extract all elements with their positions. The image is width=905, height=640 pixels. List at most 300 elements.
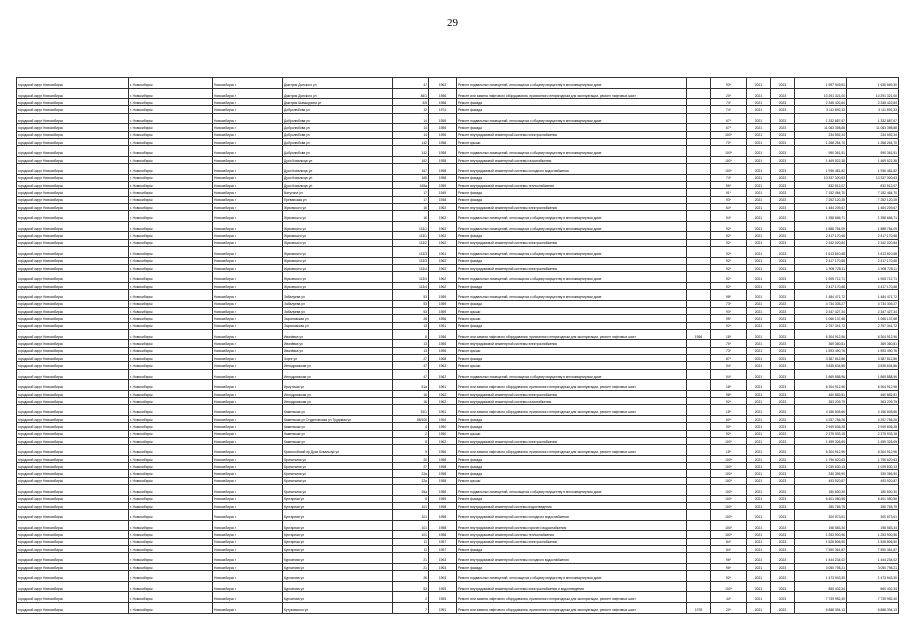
locality-cell: Новосибирск г <box>213 581 283 592</box>
cost-cell: 1 332 887,67 <box>795 113 847 124</box>
start-year-cell: 2021 <box>747 131 771 138</box>
end-year-cell: 2023 <box>771 390 795 397</box>
lift-year-cell <box>687 445 711 456</box>
end-year-cell: 2023 <box>771 545 795 552</box>
street-cell: Жуковского ул <box>283 257 393 264</box>
work-type-cell: Ремонт фасада <box>457 455 687 462</box>
build-year-cell: 1959 <box>429 307 457 314</box>
wear-cell: 60* <box>711 416 747 423</box>
lift-year-cell <box>687 380 711 391</box>
cost-cell: 1 358 666,71 <box>795 211 847 222</box>
start-year-cell: 2021 <box>747 272 771 283</box>
work-type-cell: Ремонт внутридомовой инженерной системы холодного водоснабжения <box>457 553 687 564</box>
work-type-cell: Ремонт подвальных помещений, относящихся к общему имуществу в многоквартирном доме <box>457 78 687 89</box>
cost-cell: 7 590 361,87 <box>795 545 847 552</box>
municipality-cell: городской округ Новосибирск <box>17 106 129 113</box>
end-year-cell: 2023 <box>771 300 795 307</box>
start-year-cell: 2021 <box>747 571 771 582</box>
locality-cell: Новосибирск г <box>213 282 283 289</box>
locality-cell: Новосибирск г <box>213 502 283 509</box>
cost-cell: 3 050 798,21 <box>795 563 847 570</box>
build-year-cell: 1950 <box>429 430 457 437</box>
cost-cell: 1 444 234,02 <box>795 553 847 564</box>
municipality-cell: городской округ Новосибирск <box>17 146 129 157</box>
table-row <box>17 416 899 423</box>
lift-year-cell <box>687 477 711 484</box>
municipality-cell: городской округ Новосибирск <box>17 445 129 456</box>
wear-cell: 100* <box>711 164 747 175</box>
work-type-cell: Ремонт крыши <box>457 315 687 322</box>
municipality-cell: городской округ Новосибирск <box>17 78 129 89</box>
municipality-cell: городской округ Новосибирск <box>17 340 129 347</box>
wear-cell: 92* <box>711 232 747 239</box>
wear-cell: 74* <box>711 106 747 113</box>
work-type-cell: Ремонт фасада <box>457 174 687 181</box>
locality-cell: Новосибирск г <box>213 398 283 405</box>
build-year-cell: 1958 <box>429 531 457 538</box>
locality-cell: Новосибирск г <box>213 196 283 203</box>
table-row <box>17 602 899 613</box>
lift-year-cell <box>687 470 711 477</box>
build-year-cell: 1963 <box>429 553 457 564</box>
table-row <box>17 390 899 397</box>
house-number-cell: 113/3 <box>393 257 429 264</box>
end-year-cell: 2023 <box>771 113 795 124</box>
street-cell: Жуковского ул <box>283 221 393 232</box>
end-year-cell: 2023 <box>771 322 795 329</box>
locality-cell: Новосибирск г <box>213 455 283 462</box>
work-type-cell: Ремонт фасада <box>457 423 687 430</box>
settlement-cell: г. Новосибирск <box>129 264 213 271</box>
locality-cell: Новосибирск г <box>213 232 283 239</box>
wear-cell: 98* <box>711 390 747 397</box>
wear-cell: 92* <box>711 430 747 437</box>
cost-cell: 1 039 630,13 <box>795 463 847 470</box>
lift-year-cell <box>687 307 711 314</box>
start-year-cell: 2021 <box>747 164 771 175</box>
locality-cell: Новосибирск г <box>213 423 283 430</box>
start-year-cell: 2021 <box>747 405 771 416</box>
settlement-cell: г. Новосибирск <box>129 581 213 592</box>
municipality-cell: городской округ Новосибирск <box>17 455 129 462</box>
locality-cell: Новосибирск г <box>213 380 283 391</box>
cost-total-cell: 1 635 669,30 <box>847 78 899 89</box>
locality-cell: Новосибирск г <box>213 355 283 362</box>
street-cell: Кропоткина ул <box>283 463 393 470</box>
street-cell: Курчатова ул <box>283 571 393 582</box>
build-year-cell: 1958 <box>429 477 457 484</box>
cost-cell: 3 835 634,86 <box>795 362 847 369</box>
work-type-cell: Ремонт внутридомовой инженерной системы электроснабжения <box>457 239 687 246</box>
street-cell: Ипподромская ул <box>283 398 393 405</box>
wear-cell: 100* <box>711 520 747 531</box>
lift-year-cell <box>687 398 711 405</box>
cost-total-cell: 7 152 464,70 <box>847 189 899 196</box>
house-number-cell: 13 <box>393 340 429 347</box>
lift-year-cell <box>687 369 711 380</box>
street-cell: Жуковского ул <box>283 211 393 222</box>
locality-cell: Новосибирск г <box>213 239 283 246</box>
municipality-cell: городской округ Новосибирск <box>17 485 129 496</box>
cost-total-cell: 493 920,87 <box>847 477 899 484</box>
locality-cell: Новосибирск г <box>213 437 283 444</box>
lift-year-cell <box>687 581 711 592</box>
lift-year-cell <box>687 437 711 444</box>
start-year-cell: 2021 <box>747 369 771 380</box>
lift-year-cell <box>687 347 711 354</box>
municipality-cell: городской округ Новосибирск <box>17 307 129 314</box>
lift-year-cell <box>687 553 711 564</box>
municipality-cell: городской округ Новосибирск <box>17 571 129 582</box>
settlement-cell: г. Новосибирск <box>129 369 213 380</box>
house-number-cell: 101 <box>393 502 429 509</box>
settlement-cell: г. Новосибирск <box>129 405 213 416</box>
house-number-cell: 26а <box>393 485 429 496</box>
locality-cell: Новосибирск г <box>213 592 283 603</box>
work-type-cell: Ремонт или замена лифтового оборудования, признанного непригодным для эксплуатации, ремонт лифтовых шахт <box>457 592 687 603</box>
end-year-cell: 2023 <box>771 182 795 189</box>
build-year-cell: 1961 <box>429 405 457 416</box>
end-year-cell: 2023 <box>771 196 795 203</box>
street-cell: Кустарная ул <box>283 495 393 502</box>
street-cell: Дуси Ковальчук ул <box>283 182 393 189</box>
cost-cell: 234 592,34 <box>795 131 847 138</box>
work-type-cell: Ремонт фасада <box>457 322 687 329</box>
end-year-cell: 2023 <box>771 463 795 470</box>
house-number-cell: 53 <box>393 300 429 307</box>
locality-cell: Новосибирск г <box>213 347 283 354</box>
build-year-cell: 1956 <box>429 329 457 340</box>
locality-cell: Новосибирск г <box>213 510 283 521</box>
start-year-cell: 2021 <box>747 495 771 502</box>
cost-cell: 1 869 888,96 <box>795 369 847 380</box>
municipality-cell: городской округ Новосибирск <box>17 592 129 603</box>
street-cell: Краснообский пр Дуси Ковальчук ул <box>283 445 393 456</box>
end-year-cell: 2023 <box>771 380 795 391</box>
cost-total-cell: 10 337 300,63 <box>847 174 899 181</box>
municipality-cell: городской округ Новосибирск <box>17 416 129 423</box>
work-type-cell: Ремонт фасада <box>457 106 687 113</box>
wear-cell: 94* <box>711 362 747 369</box>
wear-cell: 100* <box>711 455 747 462</box>
cost-total-cell: 1 869 888,96 <box>847 369 899 380</box>
cost-cell: 860 402,34 <box>795 581 847 592</box>
street-cell: Курчатова ул <box>283 581 393 592</box>
wear-cell: 92* <box>711 239 747 246</box>
settlement-cell: г. Новосибирск <box>129 531 213 538</box>
settlement-cell: г. Новосибирск <box>129 437 213 444</box>
cost-cell: 2 345 422,84 <box>795 99 847 106</box>
work-type-cell: Ремонт фасада <box>457 563 687 570</box>
lift-year-cell <box>687 423 711 430</box>
locality-cell: Новосибирск г <box>213 211 283 222</box>
cost-total-cell: 2 757 341,72 <box>847 322 899 329</box>
house-number-cell: 7 <box>393 602 429 613</box>
settlement-cell: г. Новосибирск <box>129 445 213 456</box>
end-year-cell: 2023 <box>771 369 795 380</box>
build-year-cell: 1958 <box>429 463 457 470</box>
table-row <box>17 520 899 531</box>
municipality-cell: городской округ Новосибирск <box>17 477 129 484</box>
cost-total-cell: 4 734 305,27 <box>847 300 899 307</box>
start-year-cell: 2021 <box>747 423 771 430</box>
start-year-cell: 2021 <box>747 538 771 545</box>
house-number-cell: 2 <box>393 592 429 603</box>
locality-cell: Новосибирск г <box>213 520 283 531</box>
house-number-cell: 47 <box>393 369 429 380</box>
start-year-cell: 2021 <box>747 553 771 564</box>
wear-cell: 73* <box>711 347 747 354</box>
cost-total-cell: 1 444 234,02 <box>847 553 899 564</box>
wear-cell: 92* <box>711 257 747 264</box>
settlement-cell: г. Новосибирск <box>129 113 213 124</box>
house-number-cell: 9 <box>393 445 429 456</box>
house-number-cell: 11 <box>393 538 429 545</box>
street-cell: Жуковского ул <box>283 247 393 258</box>
locality-cell: Новосибирск г <box>213 390 283 397</box>
street-cell: Ипподромская ул <box>283 369 393 380</box>
settlement-cell: г. Новосибирск <box>129 272 213 283</box>
cost-cell: 330 356,90 <box>795 470 847 477</box>
table-row <box>17 538 899 545</box>
table-row <box>17 369 899 380</box>
start-year-cell: 2021 <box>747 146 771 157</box>
street-cell: Дмитрия Донского ул <box>283 88 393 99</box>
street-cell: Ивачёвка ул <box>283 347 393 354</box>
cost-total-cell: 3 387 812,86 <box>847 355 899 362</box>
locality-cell: Новосибирск г <box>213 247 283 258</box>
cost-cell: 2 342 020,84 <box>795 239 847 246</box>
locality-cell: Новосибирск г <box>213 477 283 484</box>
end-year-cell: 2023 <box>771 232 795 239</box>
work-type-cell: Ремонт внутридомовой инженерной системы электроснабжения <box>457 131 687 138</box>
start-year-cell: 2021 <box>747 531 771 538</box>
cost-total-cell: 1 268 264,70 <box>847 138 899 145</box>
build-year-cell: 1955 <box>429 340 457 347</box>
street-cell: Каменская ул <box>283 437 393 444</box>
cost-total-cell: 3 111 892,33 <box>847 106 899 113</box>
wear-cell: 73* <box>711 300 747 307</box>
end-year-cell: 2023 <box>771 602 795 613</box>
street-cell: Добролюбова ул <box>283 124 393 131</box>
settlement-cell: г. Новосибирск <box>129 174 213 181</box>
wear-cell: 65* <box>711 182 747 189</box>
lift-year-cell <box>687 502 711 509</box>
wear-cell: 92* <box>711 398 747 405</box>
lift-year-cell <box>687 290 711 301</box>
locality-cell: Новосибирск г <box>213 221 283 232</box>
build-year-cell: 1958 <box>429 138 457 145</box>
locality-cell: Новосибирск г <box>213 88 283 99</box>
cost-total-cell: 2 342 020,84 <box>847 239 899 246</box>
house-number-cell: 142 <box>393 138 429 145</box>
build-year-cell: 1962 <box>429 282 457 289</box>
start-year-cell: 2021 <box>747 182 771 189</box>
build-year-cell: 1955 <box>429 347 457 354</box>
work-type-cell: Ремонт внутридомовой инженерной системы газоснабжения <box>457 398 687 405</box>
house-number-cell: 14 <box>393 124 429 131</box>
cost-cell: 2 949 836,28 <box>795 423 847 430</box>
start-year-cell: 2021 <box>747 545 771 552</box>
wear-cell: 70* <box>711 340 747 347</box>
street-cell: Жуковского ул <box>283 239 393 246</box>
build-year-cell: 1962 <box>429 437 457 444</box>
street-cell: Добролюбова ул <box>283 146 393 157</box>
start-year-cell: 2021 <box>747 78 771 89</box>
table-row <box>17 203 899 210</box>
table-row <box>17 99 899 106</box>
locality-cell: Новосибирск г <box>213 182 283 189</box>
house-number-cell: 21 <box>393 563 429 570</box>
wear-cell: 93* <box>711 78 747 89</box>
work-type-cell: Ремонт внутридомовой инженерной системы газоснабжения <box>457 156 687 163</box>
locality-cell: Новосибирск г <box>213 495 283 502</box>
table-row <box>17 510 899 521</box>
house-number-cell: 16 <box>393 203 429 210</box>
build-year-cell: 1958 <box>429 470 457 477</box>
table-row <box>17 131 899 138</box>
cost-total-cell: 990 361,51 <box>847 146 899 157</box>
work-type-cell: Ремонт или замена лифтового оборудования, признанного непригодным для эксплуатации, ремонт лифтовых шахт <box>457 380 687 391</box>
cost-cell: 7 152 464,70 <box>795 189 847 196</box>
settlement-cell: г. Новосибирск <box>129 232 213 239</box>
cost-total-cell: 369 360,81 <box>847 340 899 347</box>
municipality-cell: городской округ Новосибирск <box>17 520 129 531</box>
street-cell: Добролюбова ул <box>283 113 393 124</box>
street-cell: Дмитрия Донского ул <box>283 78 393 89</box>
cost-total-cell: 6 304 912,96 <box>847 380 899 391</box>
start-year-cell: 2021 <box>747 477 771 484</box>
cost-total-cell: 4 156 605,66 <box>847 405 899 416</box>
lift-year-cell <box>687 545 711 552</box>
cost-total-cell: 1 066 137,68 <box>847 315 899 322</box>
house-number-cell: 113/1 <box>393 221 429 232</box>
settlement-cell: г. Новосибирск <box>129 380 213 391</box>
lift-year-cell <box>687 189 711 196</box>
page-number: 29 <box>447 17 458 29</box>
municipality-cell: городской округ Новосибирск <box>17 531 129 538</box>
cost-cell: 493 920,87 <box>795 477 847 484</box>
work-type-cell: Ремонт или замена лифтового оборудования, признанного непригодным для эксплуатации, ремонт лифтовых шахт <box>457 329 687 340</box>
settlement-cell: г. Новосибирск <box>129 196 213 203</box>
settlement-cell: г. Новосибирск <box>129 563 213 570</box>
end-year-cell: 2023 <box>771 272 795 283</box>
start-year-cell: 2021 <box>747 138 771 145</box>
lift-year-cell <box>687 182 711 189</box>
settlement-cell: г. Новосибирск <box>129 182 213 189</box>
lift-year-cell <box>687 272 711 283</box>
municipality-cell: городской округ Новосибирск <box>17 362 129 369</box>
municipality-cell: городской округ Новосибирск <box>17 405 129 416</box>
cost-cell: 6 868 394,13 <box>795 602 847 613</box>
municipality-cell: городской округ Новосибирск <box>17 430 129 437</box>
work-type-cell: Ремонт крыши <box>457 347 687 354</box>
cost-cell: 4 156 605,66 <box>795 405 847 416</box>
municipality-cell: городской округ Новосибирск <box>17 380 129 391</box>
cost-cell: 1 268 264,70 <box>795 138 847 145</box>
cost-total-cell: 5 401 080,56 <box>847 495 899 502</box>
municipality-cell: городской округ Новосибирск <box>17 355 129 362</box>
table-row <box>17 502 899 509</box>
cost-cell: 2 417 170,68 <box>795 282 847 289</box>
cost-total-cell: 198 583,34 <box>847 520 899 531</box>
table-row <box>17 156 899 163</box>
street-cell: Каменская ул <box>283 430 393 437</box>
cost-total-cell: 6 304 912,96 <box>847 329 899 340</box>
end-year-cell: 2023 <box>771 282 795 289</box>
settlement-cell: г. Новосибирск <box>129 315 213 322</box>
cost-cell: 1 469 522,38 <box>795 156 847 163</box>
municipality-cell: городской округ Новосибирск <box>17 124 129 131</box>
cost-cell: 11 063 398,88 <box>795 124 847 131</box>
work-type-cell: Ремонт или замена лифтового оборудования, признанного непригодным для эксплуатации, ремонт лифтовых шахт <box>457 602 687 613</box>
wear-cell: 92* <box>711 272 747 283</box>
settlement-cell: г. Новосибирск <box>129 307 213 314</box>
locality-cell: Новосибирск г <box>213 307 283 314</box>
start-year-cell: 2021 <box>747 300 771 307</box>
build-year-cell: 1961 <box>429 247 457 258</box>
street-cell: Зорге ул <box>283 355 393 362</box>
start-year-cell: 2021 <box>747 355 771 362</box>
table-row <box>17 307 899 314</box>
cost-total-cell: 2 347 427,34 <box>847 307 899 314</box>
cost-total-cell: 1 253 900,96 <box>847 531 899 538</box>
municipality-cell: городской округ Новосибирск <box>17 322 129 329</box>
street-cell: Курчатова ул <box>283 553 393 564</box>
locality-cell: Новосибирск г <box>213 189 283 196</box>
house-number-cell: 20 <box>393 455 429 462</box>
table-row <box>17 592 899 603</box>
build-year-cell: 1961 <box>429 380 457 391</box>
lift-year-cell <box>687 232 711 239</box>
wear-cell: 92* <box>711 264 747 271</box>
locality-cell: Новосибирск г <box>213 156 283 163</box>
street-cell: Забалуева ул <box>283 290 393 301</box>
cost-total-cell: 1 905 728,11 <box>847 264 899 271</box>
lift-year-cell <box>687 322 711 329</box>
end-year-cell: 2023 <box>771 211 795 222</box>
settlement-cell: г. Новосибирск <box>129 538 213 545</box>
locality-cell: Новосибирск г <box>213 571 283 582</box>
start-year-cell: 2021 <box>747 445 771 456</box>
build-year-cell: 1958 <box>429 485 457 496</box>
cost-total-cell: 3 835 634,86 <box>847 362 899 369</box>
work-type-cell: Ремонт внутридомовой инженерной системы холодного водоснабжения <box>457 164 687 175</box>
cost-total-cell: 460 882,81 <box>847 390 899 397</box>
lift-year-cell <box>687 430 711 437</box>
build-year-cell: 1950 <box>429 423 457 430</box>
cost-cell: 1 593 490,76 <box>795 347 847 354</box>
house-number-cell: 169а <box>393 182 429 189</box>
settlement-cell: г. Новосибирск <box>129 545 213 552</box>
build-year-cell: 1953 <box>429 592 457 603</box>
lift-year-cell <box>687 282 711 289</box>
settlement-cell: г. Новосибирск <box>129 592 213 603</box>
work-type-cell: Ремонт крыши <box>457 430 687 437</box>
cost-total-cell: 1 484 209,67 <box>847 203 899 210</box>
lift-year-cell <box>687 416 711 423</box>
wear-cell: 100* <box>711 470 747 477</box>
house-number-cell: 51/1 <box>393 405 429 416</box>
end-year-cell: 2023 <box>771 290 795 301</box>
cost-total-cell: 1 473 943,30 <box>847 571 899 582</box>
locality-cell: Новосибирск г <box>213 329 283 340</box>
end-year-cell: 2023 <box>771 553 795 564</box>
house-number-cell: 165 <box>393 174 429 181</box>
work-type-cell: Ремонт крыши <box>457 307 687 314</box>
build-year-cell: 1968 <box>429 355 457 362</box>
street-cell: Ипподромская ул <box>283 362 393 369</box>
